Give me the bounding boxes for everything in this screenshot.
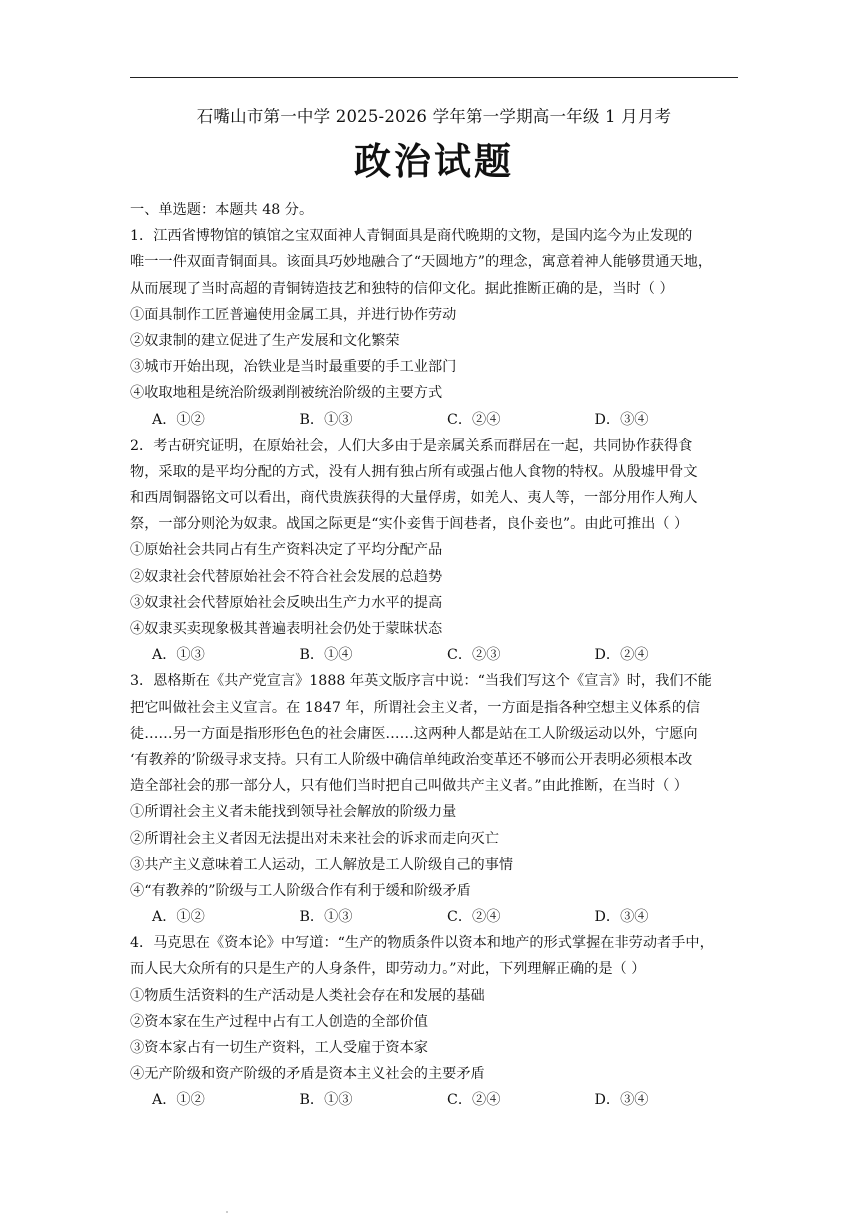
statement-item: ①所谓社会主义者未能找到领导社会解放的阶级力量 xyxy=(130,804,457,821)
option-a: A．①② xyxy=(152,411,205,428)
answer-options xyxy=(130,1087,742,1113)
question-4 xyxy=(130,930,742,1113)
statement-item: ①物质生活资料的生产活动是人类社会存在和发展的基础 xyxy=(130,987,485,1004)
option-b: B．①③ xyxy=(299,1092,353,1109)
statement-item: ①原始社会共同占有生产资料决定了平均分配产品 xyxy=(130,542,443,559)
header-rule xyxy=(130,77,738,78)
option-b: B．①③ xyxy=(299,909,353,926)
question-3 xyxy=(130,668,742,930)
question-stem-line: 2．考古研究证明，在原始社会，人们大多由于是亲属关系而群居在一起，共同协作获得食 xyxy=(130,437,693,454)
statement-item: ④收取地租是统治阶级剥削被统治阶级的主要方式 xyxy=(130,385,443,402)
option-c: C．②③ xyxy=(447,647,501,664)
question-stem-line: 而人民大众所有的只是生产的人身条件，即劳动力。”对此，下列理解正确的是（ ） xyxy=(130,961,646,978)
question-stem-line: 物，采取的是平均分配的方式，没有人拥有独占所有或强占他人食物的特权。从殷墟甲骨文 xyxy=(130,463,698,480)
exam-content xyxy=(130,197,742,1114)
scan-speck xyxy=(226,1211,228,1213)
question-1 xyxy=(130,223,742,433)
question-stem-line: 4．马克思在《资本论》中写道：“生产的物质条件以资本和地产的形式掌握在非劳动者手中， xyxy=(130,935,714,952)
statement-item: ③资本家占有一切生产资料，工人受雇于资本家 xyxy=(130,1040,428,1056)
statement-item: ①面具制作工匠普遍使用金属工具，并进行协作劳动 xyxy=(130,306,457,323)
answer-options xyxy=(130,904,742,930)
statement-item: ③奴隶社会代替原始社会反映出生产力水平的提高 xyxy=(130,594,443,611)
question-stem-line: 唯一一件双面青铜面具。该面具巧妙地融合了“天圆地方”的理念，寓意着神人能够贯通天地， xyxy=(130,254,713,271)
option-c: C．②④ xyxy=(447,1092,501,1109)
statement-item: ②资本家在生产过程中占有工人创造的全部价值 xyxy=(130,1013,428,1030)
statement-item: ④“有教养的”阶级与工人阶级合作有利于缓和阶级矛盾 xyxy=(130,882,471,899)
question-stem-line: 3．恩格斯在《共产党宣言》1888 年英文版序言中说：“当我们写这个《宣言》时，我们不能 xyxy=(130,673,712,690)
question-stem-line: 把它叫做社会主义宣言。在 1847 年，所谓社会主义者，一方面是指各种空想主义体系的信 xyxy=(130,699,701,716)
statement-item: ②所谓社会主义者因无法提出对未来社会的诉求而走向灭亡 xyxy=(130,830,499,847)
option-a: A．①③ xyxy=(152,647,205,664)
statement-item: ②奴隶社会代替原始社会不符合社会发展的总趋势 xyxy=(130,568,443,585)
statement-item: ④奴隶买卖现象极其普遍表明社会仍处于蒙昧状态 xyxy=(130,621,443,637)
question-stem-line: 祭，一部分则沦为奴隶。战国之际更是“实仆妾售于闾巷者，良仆妾也”。由此可推出（ ） xyxy=(130,516,689,533)
question-stem-line: 和西周铜器铭文可以看出，商代贵族获得的大量俘虏，如羌人、夷人等，一部分用作人殉人 xyxy=(130,490,698,507)
section-heading: 一、单选题：本题共 48 分。 xyxy=(130,202,314,218)
question-stem-line: ‘有教养的’阶级寻求支持。只有工人阶级中确信单纯政治变革还不够而公开表明必须根本改 xyxy=(130,751,693,768)
option-d: D．②④ xyxy=(594,647,649,664)
option-b: B．①④ xyxy=(299,647,353,664)
statement-item: ②奴隶制的建立促进了生产发展和文化繁荣 xyxy=(130,332,400,349)
question-stem-line: 徒……另一方面是指形形色色的社会庸医……这两种人都是站在工人阶级运动以外，宁愿向 xyxy=(130,725,698,742)
option-a: A．①② xyxy=(152,909,205,926)
option-d: D．③④ xyxy=(594,909,649,926)
option-c: C．②④ xyxy=(447,909,501,926)
exam-title: 政治试题 xyxy=(354,139,514,183)
answer-options xyxy=(130,407,742,433)
question-2 xyxy=(130,433,742,669)
option-c: C．②④ xyxy=(447,411,501,428)
exam-subtitle: 石嘴山市第一中学 2025-2026 学年第一学期高一年级 1 月月考 xyxy=(196,107,672,126)
option-a: A．①② xyxy=(152,1092,205,1109)
option-b: B．①③ xyxy=(299,411,353,428)
statement-item: ④无产阶级和资产阶级的矛盾是资本主义社会的主要矛盾 xyxy=(130,1066,485,1083)
option-d: D．③④ xyxy=(594,1092,649,1109)
question-stem-line: 从而展现了当时高超的青铜铸造技艺和独特的信仰文化。据此推断正确的是，当时（ ） xyxy=(130,280,674,297)
statement-item: ③城市开始出现，冶铁业是当时最重要的手工业部门 xyxy=(130,359,457,376)
answer-options xyxy=(130,642,742,668)
question-stem-line: 1．江西省博物馆的镇馆之宝双面神人青铜面具是商代晚期的文物，是国内迄今为止发现的 xyxy=(130,228,693,245)
question-stem-line: 造全部社会的那一部分人，只有他们当时把自己叫做共产主义者。”由此推断，在当时（ ） xyxy=(130,778,688,795)
option-d: D．③④ xyxy=(594,411,649,428)
statement-item: ③共产主义意味着工人运动，工人解放是工人阶级自己的事情 xyxy=(130,856,514,873)
